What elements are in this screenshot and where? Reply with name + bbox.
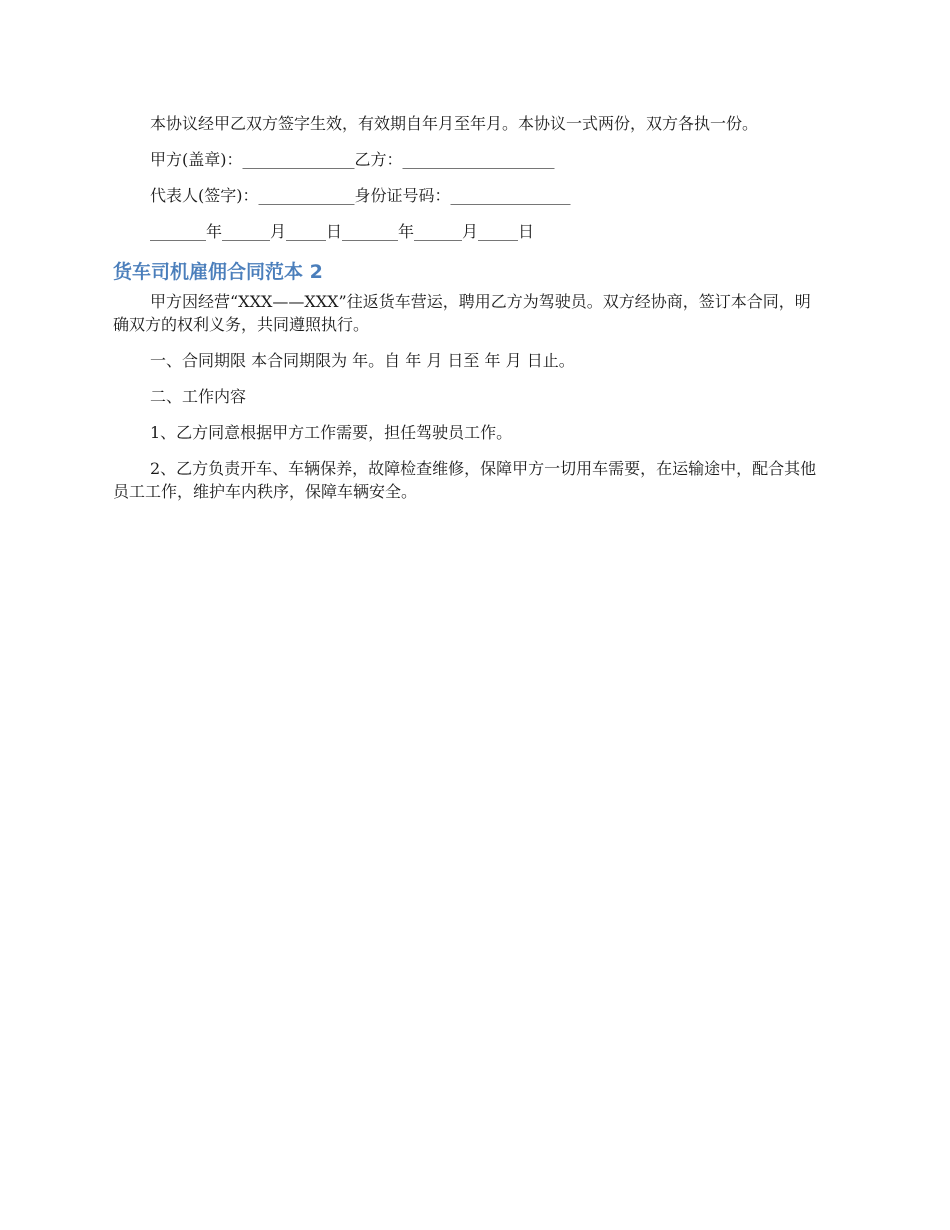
contract-intro-paragraph: 甲方因经营“XXX——XXX”往返货车营运，聘用乙方为驾驶员。双方经协商，签订本合同，明确双方的权利义务，共同遵照执行。 <box>113 292 811 334</box>
section-heading: 货车司机雇佣合同范本 2 <box>113 261 323 283</box>
signature-line-representative-id: 代表人(签字)：____________身份证号码：_______________ <box>150 186 571 205</box>
work-content-title: 二、工作内容 <box>150 387 247 406</box>
contract-term-paragraph: 一、合同期限 本合同期限为 年。自 年 月 日至 年 月 日止。 <box>150 351 575 370</box>
date-line: _______年______月_____日_______年______月_____日 <box>150 222 535 241</box>
document-page <box>113 108 825 503</box>
work-item-2: 2、乙方负责开车、车辆保养，故障检查维修，保障甲方一切用车需要，在运输途中，配合其他员工工作，维护车内秩序，保障车辆安全。 <box>113 459 817 501</box>
validity-paragraph: 本协议经甲乙双方签字生效，有效期自年月至年月。本协议一式两份，双方各执一份。 <box>150 114 759 133</box>
signature-line-party-a-b: 甲方(盖章)：______________乙方：___________________ <box>150 150 555 169</box>
work-item-1: 1、乙方同意根据甲方工作需要，担任驾驶员工作。 <box>150 423 513 442</box>
